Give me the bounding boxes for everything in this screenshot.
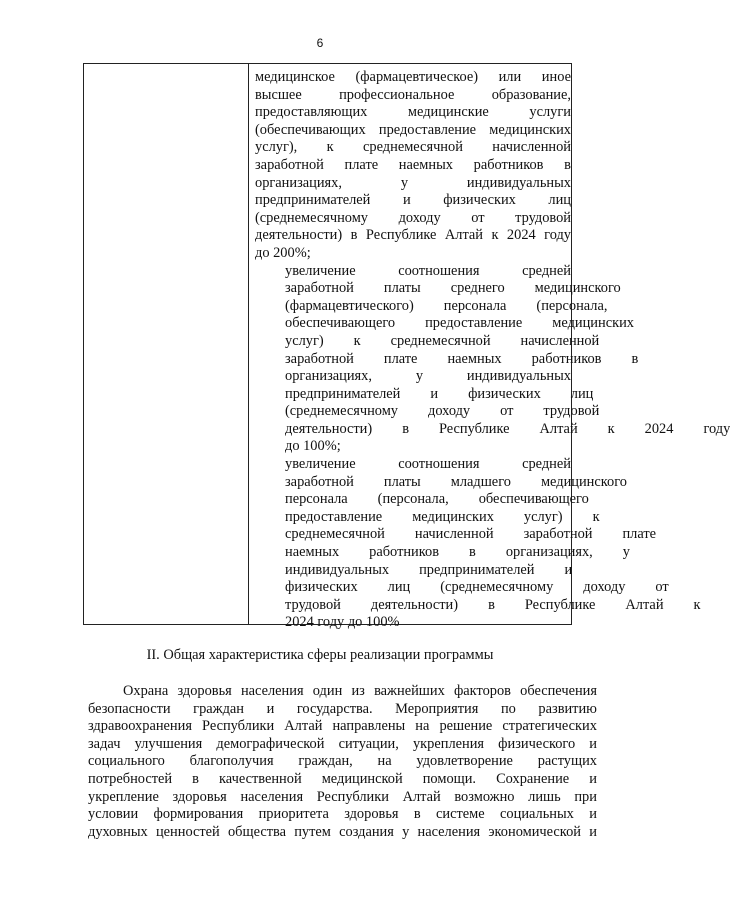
table-text-line: заработной плате наемных работников в — [285, 350, 639, 367]
table-text-line: заработной платы младшего медицинского — [285, 473, 627, 490]
table-text-line: физических лиц (среднемесячному доходу от — [285, 579, 669, 596]
body-text-line: укрепление здоровья населения Республики Алтай возможно лишь при — [88, 788, 597, 805]
table-paragraph-2 — [255, 262, 730, 457]
table-text-line: (среднемесячному доходу от трудовой — [255, 209, 571, 226]
table-text-line: увеличение соотношения средней — [285, 262, 571, 279]
table-text-line: заработной платы среднего медицинского — [285, 280, 621, 297]
table-text-line: организациях, у индивидуальных — [255, 174, 571, 191]
table-column-divider — [248, 64, 249, 624]
table-text-line: среднемесячной начисленной заработной плате — [285, 526, 657, 543]
body-text-line: безопасности граждан и государства. Мероприятия по развитию — [88, 700, 597, 717]
table-text-line: организациях, у индивидуальных — [285, 368, 571, 385]
table-paragraph-3 — [255, 456, 701, 632]
table-text-line: медицинское (фармацевтическое) или иное — [255, 69, 571, 85]
body-text-line: Охрана здоровья населения один из важнейших факторов обеспечения — [123, 683, 597, 699]
table-text-line: персонала (персонала, обеспечивающего — [285, 491, 589, 508]
table-text-line: индивидуальных предпринимателей и — [285, 561, 573, 578]
table-text-line: предпринимателей и физических лиц — [285, 385, 594, 402]
table-text-line: (обеспечивающих предоставление медицинских — [255, 121, 571, 138]
table-text-line: 2024 году до 100% — [285, 614, 400, 631]
table-text-line: заработной плате наемных работников в — [255, 156, 571, 173]
body-text-line: условии формирования приоритета здоровья в системе социальных и — [88, 806, 597, 823]
table-text-line: высшее профессиональное образование, — [255, 86, 571, 103]
table-text-line: до 100%; — [285, 438, 341, 455]
table-text-line: обеспечивающего предоставление медицинских — [285, 315, 634, 332]
body-text-line: духовных ценностей общества путем создания у населения экономической и — [88, 823, 597, 840]
table-text-line: предпринимателей и физических лиц — [255, 192, 571, 209]
table-text-line: предоставляющих медицинские услуги — [255, 104, 571, 121]
body-text-line: социального благополучия граждан, на удовлетворение растущих — [88, 753, 597, 770]
section-body — [88, 683, 597, 841]
page-number: 6 — [316, 36, 324, 50]
section-heading: II. Общая характеристика сферы реализации программы — [146, 647, 494, 663]
table-text-line: услуг), к среднемесячной начисленной — [255, 139, 571, 156]
body-text-line: здравоохранения Республики Алтай направлены на решение стратегических — [88, 718, 597, 735]
body-text-line: задач улучшения демографической ситуации, укрепления физического и — [88, 735, 597, 752]
table-text-line: предоставление медицинских услуг) к — [285, 508, 600, 525]
table-text-line: увеличение соотношения средней — [285, 456, 571, 473]
table-text-line: наемных работников в организациях, у — [285, 544, 630, 561]
table-text-line: (фармацевтического) персонала (персонала, — [285, 297, 608, 314]
table-text-line: деятельности) в Республике Алтай к 2024 году — [255, 227, 571, 244]
table-text-line: трудовой деятельности) в Республике Алтай к — [285, 596, 701, 613]
table-text-line: до 200%; — [255, 244, 311, 261]
table-text-line: деятельности) в Республике Алтай к 2024 году — [285, 420, 730, 437]
body-text-line: потребностей в качественной медицинской помощи. Сохранение и — [88, 770, 597, 787]
table-paragraph-1 — [255, 69, 571, 263]
table-text-line: (среднемесячному доходу от трудовой — [285, 403, 600, 420]
table-right-cell — [255, 69, 730, 632]
section-body-paragraph — [88, 683, 597, 841]
goals-table — [83, 63, 730, 631]
table-text-line: услуг) к среднемесячной начисленной — [285, 332, 600, 349]
